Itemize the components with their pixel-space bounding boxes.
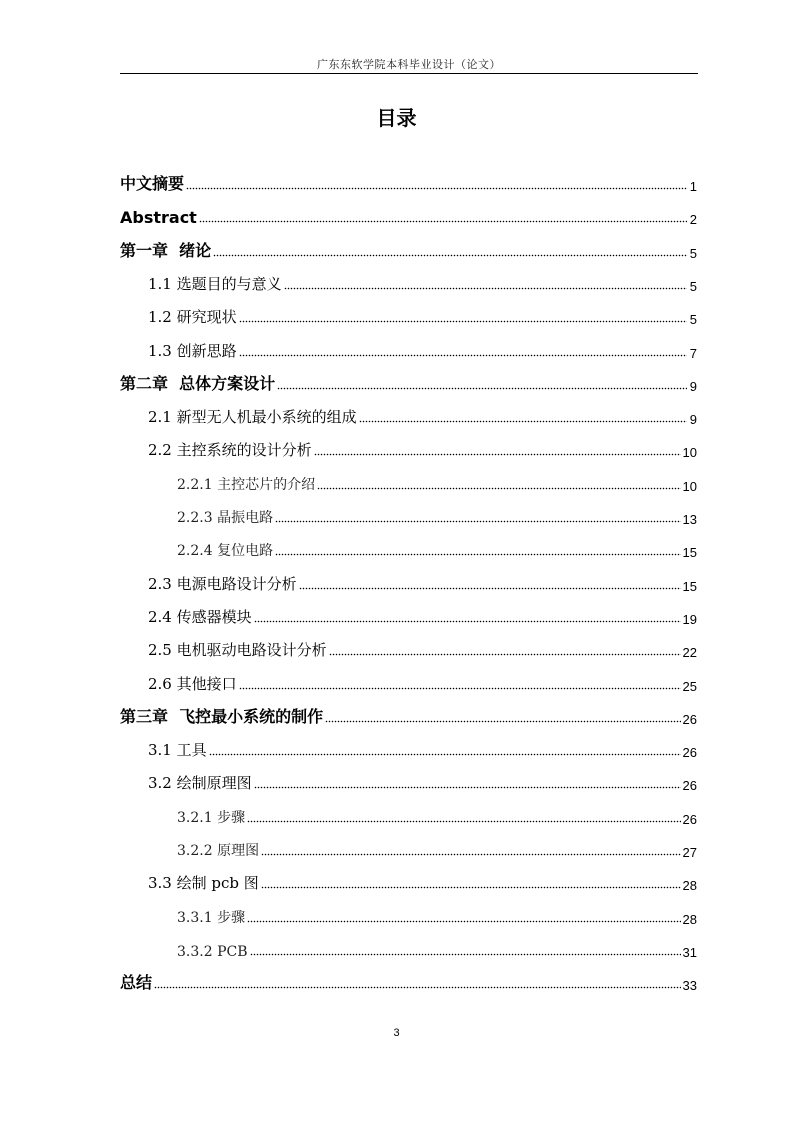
toc-entry-page: 5 xyxy=(689,279,697,294)
toc-entry[interactable] xyxy=(148,405,697,427)
toc-entry-label: 2.4 传感器模块 xyxy=(148,608,252,626)
toc-entry[interactable] xyxy=(148,638,697,660)
toc-leader-dots xyxy=(284,284,687,290)
toc-leader-dots xyxy=(254,783,681,789)
toc-entry-page: 15 xyxy=(682,579,697,594)
toc-entry-page: 7 xyxy=(689,346,697,361)
toc-entry[interactable] xyxy=(120,372,697,394)
toc-leader-dots xyxy=(213,251,687,257)
toc-entry-page: 5 xyxy=(689,246,697,261)
toc-entry-page: 10 xyxy=(682,445,697,460)
toc-entry-page: 28 xyxy=(682,912,697,927)
toc-entry[interactable] xyxy=(148,672,697,694)
toc-entry[interactable] xyxy=(148,738,697,760)
toc-leader-dots xyxy=(186,184,687,190)
toc-entry-page: 1 xyxy=(689,179,697,194)
toc-entry-page: 33 xyxy=(682,978,697,993)
toc-entry[interactable] xyxy=(120,705,697,727)
toc-entry-label: 中文摘要 xyxy=(120,174,185,193)
toc-entry-page: 10 xyxy=(682,479,697,494)
toc-entry-page: 26 xyxy=(682,812,697,827)
toc-entry-page: 26 xyxy=(682,778,697,793)
toc-entry-label: 3.3.1 步骤 xyxy=(177,910,246,926)
toc-entry[interactable] xyxy=(148,438,697,460)
toc-entry[interactable] xyxy=(148,871,697,893)
toc-leader-dots xyxy=(247,817,680,823)
toc-entry[interactable] xyxy=(148,305,697,327)
toc-entry-page: 9 xyxy=(689,379,697,394)
toc-leader-dots xyxy=(261,883,681,889)
toc-entry[interactable] xyxy=(148,771,697,793)
toc-entry-label: 2.5 电机驱动电路设计分析 xyxy=(148,641,327,659)
toc-entry[interactable] xyxy=(120,971,697,993)
toc-entry-page: 26 xyxy=(682,745,697,760)
toc-entry-label: 2.2.4 复位电路 xyxy=(177,543,274,559)
toc-leader-dots xyxy=(199,217,687,223)
toc-entry-label: 3.1 工具 xyxy=(148,741,207,759)
toc-entry[interactable] xyxy=(177,938,697,960)
toc-entry-label: 2.6 其他接口 xyxy=(148,675,237,693)
toc-entry-label: 1.3 创新思路 xyxy=(148,342,237,360)
toc-leader-dots xyxy=(247,917,680,923)
page-number: 3 xyxy=(393,1027,400,1039)
toc-leader-dots xyxy=(275,517,680,523)
toc-entry-label: 3.2.1 步骤 xyxy=(177,810,246,826)
toc-entry-label: 2.3 电源电路设计分析 xyxy=(148,575,297,593)
toc-entry-page: 22 xyxy=(682,645,697,660)
toc-entry[interactable] xyxy=(120,172,697,194)
toc-leader-dots xyxy=(250,950,681,956)
toc-entry-label: 总结 xyxy=(120,973,153,992)
toc-entry-page: 27 xyxy=(682,845,697,860)
toc-entry-page: 2 xyxy=(689,212,697,227)
toc-entry-page: 31 xyxy=(682,945,697,960)
toc-entry-page: 28 xyxy=(682,878,697,893)
toc-entry[interactable] xyxy=(177,838,697,860)
running-header: 广东东软学院本科毕业设计（论文） xyxy=(317,58,501,71)
toc-entry-label: 第一章 绪论 xyxy=(120,241,212,260)
toc-leader-dots xyxy=(275,550,680,556)
toc-entry[interactable] xyxy=(148,605,697,627)
toc-leader-dots xyxy=(277,384,687,390)
page-title: 目录 xyxy=(376,106,417,130)
toc-entry-label: 2.2 主控系统的设计分析 xyxy=(148,441,312,459)
toc-entry-label: 3.3 绘制 pcb 图 xyxy=(148,874,259,892)
toc-entry-label: 2.1 新型无人机最小系统的组成 xyxy=(148,408,357,426)
toc-leader-dots xyxy=(254,617,681,623)
toc-entry-page: 15 xyxy=(682,545,697,560)
toc-entry[interactable] xyxy=(120,239,697,261)
toc-entry-label: 3.2 绘制原理图 xyxy=(148,774,252,792)
toc-leader-dots xyxy=(239,684,681,690)
toc-leader-dots xyxy=(261,850,680,856)
toc-leader-dots xyxy=(359,417,687,423)
toc-leader-dots xyxy=(239,317,687,323)
toc-entry[interactable] xyxy=(148,272,697,294)
toc-entry-label: 1.2 研究现状 xyxy=(148,308,237,326)
toc-leader-dots xyxy=(209,750,681,756)
toc-entry-label: 3.3.2 PCB xyxy=(177,944,248,960)
toc-entry[interactable] xyxy=(148,339,697,361)
toc-entry-page: 5 xyxy=(689,312,697,327)
toc-leader-dots xyxy=(325,717,680,723)
toc-entry-page: 25 xyxy=(682,679,697,694)
toc-entry[interactable] xyxy=(177,538,697,560)
toc-entry[interactable] xyxy=(177,805,697,827)
toc-leader-dots xyxy=(154,983,681,989)
toc-leader-dots xyxy=(314,450,681,456)
toc-entry-label: 1.1 选题目的与意义 xyxy=(148,275,282,293)
toc-leader-dots xyxy=(239,351,687,357)
toc-entry[interactable] xyxy=(148,572,697,594)
toc-leader-dots xyxy=(317,484,680,490)
toc-entry-label: 第三章 飞控最小系统的制作 xyxy=(120,707,324,726)
toc-entry-label: Abstract xyxy=(120,208,197,227)
toc-entry-page: 9 xyxy=(689,412,697,427)
toc-leader-dots xyxy=(299,584,681,590)
toc-entry-page: 26 xyxy=(682,712,697,727)
toc-entry-label: 第二章 总体方案设计 xyxy=(120,374,276,393)
toc-entry-label: 2.2.1 主控芯片的介绍 xyxy=(177,477,316,493)
toc-entry-page: 13 xyxy=(682,512,697,527)
toc-entry-page: 19 xyxy=(682,612,697,627)
toc-entry[interactable] xyxy=(120,205,697,227)
toc-entry[interactable] xyxy=(177,472,697,494)
toc-leader-dots xyxy=(329,650,681,656)
toc-entry-label: 3.2.2 原理图 xyxy=(177,843,260,859)
toc-entry[interactable] xyxy=(177,505,697,527)
toc-entry[interactable] xyxy=(177,905,697,927)
toc-entry-label: 2.2.3 晶振电路 xyxy=(177,510,274,526)
